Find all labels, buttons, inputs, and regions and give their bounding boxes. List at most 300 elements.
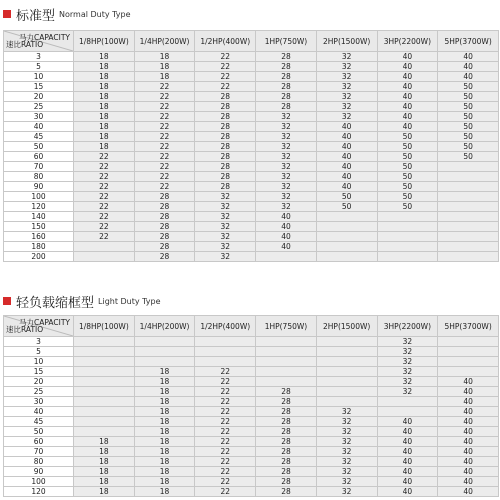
frame-size-cell: 18 [74,92,135,102]
column-header: 1HP(750W) [256,31,317,52]
frame-size-cell [74,367,135,377]
table-row [4,427,499,437]
column-header: 1/4HP(200W) [134,31,195,52]
frame-size-cell [377,407,438,417]
table-row [4,62,499,72]
frame-size-cell: 22 [134,92,195,102]
frame-size-cell: 40 [377,487,438,497]
frame-size-cell: 50 [438,132,499,142]
frame-size-cell: 22 [74,202,135,212]
frame-size-cell: 22 [74,182,135,192]
normal-duty-section [3,4,499,262]
frame-size-cell: 22 [195,457,256,467]
frame-size-cell: 22 [134,142,195,152]
table-row [4,72,499,82]
frame-size-cell: 22 [74,192,135,202]
frame-size-cell: 28 [134,242,195,252]
table-row [4,447,499,457]
frame-size-cell: 28 [195,122,256,132]
frame-size-cell: 22 [195,387,256,397]
frame-size-cell: 22 [134,102,195,112]
frame-size-cell [316,377,377,387]
frame-size-cell: 32 [256,142,317,152]
frame-size-cell: 18 [134,447,195,457]
frame-size-cell: 40 [377,112,438,122]
frame-size-cell: 22 [195,397,256,407]
frame-size-cell: 18 [74,457,135,467]
frame-size-cell [195,357,256,367]
frame-size-cell: 22 [134,82,195,92]
frame-size-cell: 40 [438,467,499,477]
frame-size-cell: 32 [256,122,317,132]
table-header-row [4,31,499,52]
table-row [4,92,499,102]
frame-size-cell [74,397,135,407]
frame-size-cell: 32 [256,112,317,122]
frame-size-cell: 32 [377,337,438,347]
frame-size-cell [134,337,195,347]
frame-size-cell: 32 [256,182,317,192]
frame-size-cell: 40 [438,487,499,497]
frame-size-cell: 40 [256,222,317,232]
frame-size-cell: 18 [74,467,135,477]
frame-size-cell: 32 [316,92,377,102]
table-row [4,377,499,387]
frame-size-cell: 18 [134,457,195,467]
frame-size-cell: 18 [134,397,195,407]
frame-size-cell: 32 [316,427,377,437]
frame-size-cell: 18 [134,62,195,72]
frame-size-cell: 18 [74,82,135,92]
corner-header [4,31,74,52]
table-row [4,52,499,62]
ratio-cell: 20 [4,92,74,102]
frame-size-cell [438,222,499,232]
frame-size-cell: 18 [134,367,195,377]
frame-size-cell: 32 [256,192,317,202]
ratio-cell: 80 [4,172,74,182]
frame-size-cell [256,377,317,387]
ratio-cell: 180 [4,242,74,252]
frame-size-cell [316,387,377,397]
frame-size-cell: 28 [195,112,256,122]
frame-size-cell: 50 [316,202,377,212]
frame-size-cell: 22 [134,162,195,172]
column-header: 2HP(1500W) [316,31,377,52]
frame-size-cell: 22 [134,112,195,122]
ratio-cell: 120 [4,202,74,212]
frame-size-cell: 40 [438,457,499,467]
frame-size-cell [74,337,135,347]
ratio-cell: 40 [4,122,74,132]
frame-size-cell [316,337,377,347]
frame-size-cell: 28 [256,62,317,72]
frame-size-cell: 40 [316,182,377,192]
table-row [4,182,499,192]
ratio-cell: 15 [4,82,74,92]
frame-size-cell: 32 [316,102,377,112]
ratio-cell: 30 [4,112,74,122]
ratio-cell: 20 [4,377,74,387]
frame-size-cell: 40 [377,72,438,82]
frame-size-cell [377,252,438,262]
frame-size-cell [316,232,377,242]
frame-size-cell: 32 [377,387,438,397]
table-row [4,122,499,132]
column-header: 1/2HP(400W) [195,31,256,52]
frame-size-cell: 40 [438,437,499,447]
column-header: 5HP(3700W) [438,316,499,337]
frame-size-cell: 40 [316,132,377,142]
frame-size-cell: 50 [438,152,499,162]
ratio-cell: 90 [4,182,74,192]
frame-size-cell: 18 [134,437,195,447]
frame-size-cell: 40 [377,62,438,72]
frame-size-cell [438,367,499,377]
frame-size-cell: 28 [134,192,195,202]
normal-duty-title-zh: 标准型 [16,8,56,24]
table-row [4,102,499,112]
frame-size-cell: 40 [438,377,499,387]
frame-size-cell: 50 [377,182,438,192]
frame-size-cell: 40 [377,82,438,92]
frame-size-cell: 40 [316,122,377,132]
light-duty-section [3,291,499,497]
frame-size-cell [134,347,195,357]
frame-size-cell [316,397,377,407]
frame-size-cell: 18 [74,142,135,152]
frame-size-cell: 32 [316,447,377,457]
frame-size-cell: 18 [134,377,195,387]
frame-size-cell: 28 [134,232,195,242]
frame-size-cell: 22 [195,487,256,497]
frame-size-cell: 18 [74,102,135,112]
frame-size-cell: 50 [377,172,438,182]
frame-size-cell [74,407,135,417]
table-row [4,477,499,487]
frame-size-cell: 22 [134,152,195,162]
frame-size-cell: 22 [195,427,256,437]
frame-size-cell: 22 [134,122,195,132]
frame-size-cell: 22 [74,222,135,232]
frame-size-cell [377,242,438,252]
frame-size-cell: 40 [377,467,438,477]
frame-size-cell [134,357,195,367]
frame-size-cell: 40 [438,387,499,397]
ratio-cell: 200 [4,252,74,262]
frame-size-cell: 40 [438,447,499,457]
frame-size-cell: 40 [377,437,438,447]
frame-size-cell: 40 [316,172,377,182]
table-row [4,357,499,367]
frame-size-cell [316,347,377,357]
frame-size-cell: 18 [134,427,195,437]
frame-size-cell [195,347,256,357]
frame-size-cell: 40 [256,242,317,252]
frame-size-cell: 22 [74,212,135,222]
table-row [4,202,499,212]
corner-header [4,316,74,337]
frame-size-cell: 28 [256,487,317,497]
frame-size-cell: 18 [134,467,195,477]
column-header: 3HP(2200W) [377,316,438,337]
table-row [4,212,499,222]
frame-size-cell: 40 [377,52,438,62]
frame-size-cell: 32 [195,212,256,222]
frame-size-cell [438,182,499,192]
frame-size-cell: 32 [316,72,377,82]
frame-size-cell: 32 [316,407,377,417]
table-row [4,132,499,142]
frame-size-cell: 22 [195,417,256,427]
frame-size-cell: 28 [195,132,256,142]
frame-size-cell: 40 [316,152,377,162]
ratio-cell: 15 [4,367,74,377]
table-row [4,232,499,242]
frame-size-cell [256,347,317,357]
frame-size-cell: 28 [195,92,256,102]
light-duty-table [3,315,499,497]
ratio-cell: 120 [4,487,74,497]
frame-size-cell: 40 [438,417,499,427]
frame-size-cell: 32 [316,417,377,427]
frame-size-cell: 32 [195,242,256,252]
frame-size-cell: 50 [438,82,499,92]
frame-size-cell: 50 [377,162,438,172]
frame-size-cell: 40 [377,417,438,427]
normal-duty-heading [3,4,499,24]
table-row [4,222,499,232]
normal-duty-title-en: Normal Duty Type [59,9,131,19]
frame-size-cell: 22 [195,72,256,82]
frame-size-cell: 40 [438,397,499,407]
frame-size-cell: 40 [377,92,438,102]
frame-size-cell [256,252,317,262]
frame-size-cell: 22 [195,377,256,387]
frame-size-cell: 28 [256,467,317,477]
table-row [4,457,499,467]
frame-size-cell: 32 [316,467,377,477]
frame-size-cell: 40 [377,122,438,132]
ratio-cell: 100 [4,192,74,202]
ratio-cell: 150 [4,222,74,232]
frame-size-cell: 40 [316,142,377,152]
red-square-bullet-icon [3,10,11,18]
frame-size-cell: 50 [438,122,499,132]
frame-size-cell: 32 [195,192,256,202]
frame-size-cell: 50 [438,92,499,102]
frame-size-cell: 18 [74,72,135,82]
ratio-cell: 25 [4,102,74,112]
frame-size-cell: 40 [256,212,317,222]
column-header: 2HP(1500W) [316,316,377,337]
frame-size-cell: 32 [195,222,256,232]
table-row [4,417,499,427]
red-square-bullet-icon [3,297,11,305]
frame-size-cell: 28 [195,102,256,112]
frame-size-cell: 32 [256,132,317,142]
frame-size-cell: 28 [256,477,317,487]
frame-size-cell: 40 [377,427,438,437]
frame-size-cell: 28 [256,102,317,112]
ratio-cell: 40 [4,407,74,417]
column-header: 3HP(2200W) [377,31,438,52]
frame-size-cell: 32 [316,52,377,62]
ratio-cell: 60 [4,437,74,447]
frame-size-cell: 18 [134,487,195,497]
frame-size-cell: 22 [195,407,256,417]
ratio-cell: 5 [4,62,74,72]
ratio-cell: 3 [4,52,74,62]
frame-size-cell: 40 [438,72,499,82]
frame-size-cell: 22 [74,152,135,162]
frame-size-cell: 32 [316,112,377,122]
table-row [4,112,499,122]
frame-size-cell: 32 [316,82,377,92]
frame-size-cell [316,222,377,232]
frame-size-cell: 40 [438,407,499,417]
frame-size-cell [74,387,135,397]
frame-size-cell: 32 [316,437,377,447]
frame-size-cell [438,172,499,182]
table-row [4,162,499,172]
frame-size-cell: 32 [316,457,377,467]
frame-size-cell [74,427,135,437]
frame-size-cell: 28 [256,457,317,467]
frame-size-cell: 40 [438,62,499,72]
frame-size-cell [438,212,499,222]
frame-size-cell: 22 [74,162,135,172]
frame-size-cell [438,202,499,212]
frame-size-cell: 32 [195,252,256,262]
ratio-cell: 45 [4,417,74,427]
ratio-cell: 3 [4,337,74,347]
table-row [4,407,499,417]
table-row [4,242,499,252]
table-row [4,142,499,152]
ratio-cell: 10 [4,357,74,367]
frame-size-cell: 32 [377,347,438,357]
frame-size-cell: 28 [256,407,317,417]
table-row [4,397,499,407]
frame-size-cell: 22 [195,437,256,447]
frame-size-cell: 28 [256,427,317,437]
frame-size-cell: 18 [74,487,135,497]
ratio-cell: 45 [4,132,74,142]
frame-size-cell: 22 [195,477,256,487]
frame-size-cell: 32 [377,377,438,387]
ratio-cell: 70 [4,162,74,172]
frame-size-cell [74,242,135,252]
frame-size-cell: 28 [256,92,317,102]
frame-size-cell: 32 [195,232,256,242]
frame-size-cell: 40 [438,427,499,437]
frame-size-cell: 28 [256,447,317,457]
normal-duty-body [4,52,499,262]
frame-size-cell: 50 [316,192,377,202]
frame-size-cell [195,337,256,347]
column-header: 1/8HP(100W) [74,31,135,52]
capacity-label: 马力CAPACITY [18,318,70,327]
frame-size-cell [438,162,499,172]
frame-size-cell: 22 [195,467,256,477]
frame-size-cell [256,367,317,377]
frame-size-cell: 18 [134,52,195,62]
frame-size-cell [377,397,438,407]
frame-size-cell: 32 [256,172,317,182]
frame-size-cell [256,357,317,367]
frame-size-cell: 28 [195,142,256,152]
frame-size-cell: 18 [74,122,135,132]
frame-size-cell [438,347,499,357]
table-row [4,172,499,182]
light-duty-title-en: Light Duty Type [98,296,161,306]
frame-size-cell: 28 [195,162,256,172]
column-header: 5HP(3700W) [438,31,499,52]
table-row [4,192,499,202]
ratio-cell: 70 [4,447,74,457]
frame-size-cell: 50 [377,152,438,162]
frame-size-cell: 28 [134,222,195,232]
table-row [4,387,499,397]
frame-size-cell: 40 [377,102,438,112]
frame-size-cell: 18 [134,477,195,487]
column-header: 1/4HP(200W) [134,316,195,337]
frame-size-cell: 50 [377,132,438,142]
frame-size-cell [438,242,499,252]
ratio-cell: 100 [4,477,74,487]
frame-size-cell [74,417,135,427]
frame-size-cell: 32 [256,162,317,172]
frame-size-cell: 40 [256,232,317,242]
frame-size-cell: 22 [195,447,256,457]
column-header: 1HP(750W) [256,316,317,337]
ratio-cell: 25 [4,387,74,397]
frame-size-cell: 32 [256,202,317,212]
frame-size-cell: 28 [195,172,256,182]
frame-size-cell: 22 [134,132,195,142]
table-row [4,467,499,477]
table-row [4,347,499,357]
frame-size-cell: 18 [74,477,135,487]
capacity-label: 马力CAPACITY [18,33,70,42]
frame-size-cell: 50 [438,102,499,112]
light-duty-body [4,337,499,497]
frame-size-cell: 22 [134,182,195,192]
column-header: 1/2HP(400W) [195,316,256,337]
frame-size-cell: 32 [316,477,377,487]
frame-size-cell: 28 [195,152,256,162]
frame-size-cell: 50 [438,142,499,152]
frame-size-cell: 22 [134,172,195,182]
frame-size-cell: 40 [316,162,377,172]
frame-size-cell: 18 [74,62,135,72]
frame-size-cell: 32 [316,487,377,497]
normal-duty-table [3,30,499,262]
frame-size-cell: 18 [74,112,135,122]
table-row [4,337,499,347]
table-row [4,437,499,447]
table-row [4,152,499,162]
frame-size-cell [316,367,377,377]
frame-size-cell: 18 [74,437,135,447]
frame-size-cell [438,192,499,202]
frame-size-cell: 40 [438,477,499,487]
frame-size-cell: 32 [195,202,256,212]
ratio-cell: 80 [4,457,74,467]
frame-size-cell: 18 [134,72,195,82]
frame-size-cell: 32 [256,152,317,162]
